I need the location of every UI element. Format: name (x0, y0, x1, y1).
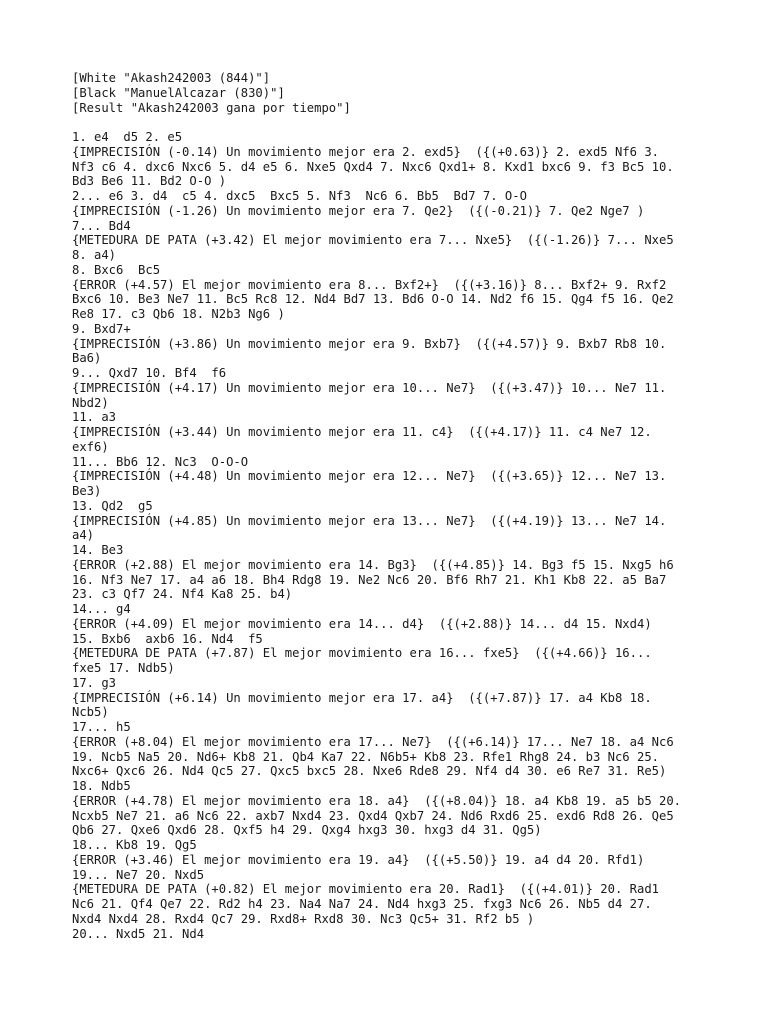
pgn-line: 18... Kb8 19. Qg5 (72, 838, 197, 852)
pgn-line: 8. Bxc6 Bc5 (72, 262, 161, 277)
pgn-line (72, 115, 712, 130)
pgn-line: {METEDURA DE PATA (+3.42) El mejor movimiento era 7... Nxe5} ({(-1.26)} 7... Nxe5 (72, 233, 674, 248)
pgn-line: Bd3 Be6 11. Bd2 O-O ) (72, 174, 227, 189)
pgn-line: 7... Bd4 (72, 218, 131, 233)
pgn-line: {IMPRECISIÓN (+3.44) Un movimiento mejor era 11. c4} ({(+4.17)} 11. c4 Ne7 12. (72, 425, 652, 439)
pgn-line: Nc6 21. Qf4 Qe7 22. Rd2 h4 23. Na4 Na7 24. Nd4 hxg3 25. fxg3 Nc6 26. Nb5 d4 27. (72, 897, 652, 911)
pgn-line: {ERROR (+4.57) El mejor movimiento era 8... Bxf2+} ({(+3.16)} 8... Bxf2+ 9. Rxf2 (72, 277, 667, 292)
pgn-line (72, 941, 712, 956)
pgn-line: [White "Akash242003 (844)"] (72, 71, 271, 85)
pgn-line: Ba6) (72, 351, 102, 366)
pgn-line: 14... g4 (72, 602, 131, 616)
pgn-line: {IMPRECISIÓN (+6.14) Un movimiento mejor era 17. a4} ({(+7.87)} 17. a4 Kb8 18. (72, 690, 652, 705)
pgn-line: {METEDURA DE PATA (+7.87) El mejor movimiento era 16... fxe5} ({(+4.66)} 16... (72, 646, 652, 661)
pgn-line: {IMPRECISIÓN (+3.86) Un movimiento mejor era 9. Bxb7} ({(+4.57)} 9. Bxb7 Rb8 10. (72, 336, 667, 351)
pgn-line: {ERROR (+3.46) El mejor movimiento era 19. a4} ({(+5.50)} 19. a4 d4 20. Rfd1) (72, 852, 645, 867)
pgn-line: Nxd4 Nxd4 28. Rxd4 Qc7 29. Rxd8+ Rxd8 30. Nc3 Qc5+ 31. Rf2 b5 ) (72, 911, 535, 926)
pgn-line: 11... Bb6 12. Nc3 O-O-O (72, 454, 249, 469)
pgn-line: {ERROR (+8.04) El mejor movimiento era 17... Ne7} ({(+6.14)} 17... Ne7 18. a4 Nc6 (72, 734, 674, 749)
pgn-line: Qb6 27. Qxe6 Qxd6 28. Qxf5 h4 29. Qxg4 hxg3 30. hxg3 d4 31. Qg5) (72, 823, 542, 838)
pgn-line: 9... Qxd7 10. Bf4 f6 (72, 366, 227, 380)
pgn-line: 20... Nxd5 21. Nd4 (72, 926, 205, 941)
pgn-line: {ERROR (+4.78) El mejor movimiento era 18. a4} ({(+8.04)} 18. a4 Kb8 19. a5 b5 20. (72, 793, 682, 808)
pgn-line: {IMPRECISIÓN (-1.26) Un movimiento mejor era 7. Qe2} ({(-0.21)} 7. Qe2 Nge7 ) (72, 203, 645, 218)
pgn-line: {ERROR (+4.09) El mejor movimiento era 14... d4} ({(+2.88)} 14... d4 15. Nxd4) (72, 616, 652, 631)
pgn-line: {IMPRECISIÓN (+4.17) Un movimiento mejor era 10... Ne7} ({(+3.47)} 10... Ne7 11. (72, 380, 667, 395)
pgn-line: 19. Ncb5 Na5 20. Nd6+ Kb8 21. Qb4 Ka7 22. N6b5+ Kb8 23. Rfe1 Rhg8 24. b3 Nc6 25. (72, 749, 659, 764)
pgn-line: 17... h5 (72, 720, 131, 734)
pgn-line: a4) (72, 528, 95, 543)
pgn-line: Be3) (72, 484, 102, 498)
pgn-line: [Result "Akash242003 gana por tiempo"] (72, 100, 351, 115)
pgn-line: 19... Ne7 20. Nxd5 (72, 867, 205, 882)
pgn-line: {ERROR (+2.88) El mejor movimiento era 14. Bg3} ({(+4.85)} 14. Bg3 f5 15. Nxg5 h6 (72, 557, 674, 572)
pgn-line: 17. g3 (72, 675, 117, 690)
pgn-line: Ncb5) (72, 705, 109, 720)
pgn-line: 11. a3 (72, 410, 117, 425)
pgn-line: Nxc6+ Qxc6 26. Nd4 Qc5 27. Qxc5 bxc5 28. Nxe6 Rde8 29. Nf4 d4 30. e6 Re7 31. Re5) (72, 764, 667, 779)
pgn-line: 23. c3 Qf7 24. Nf4 Ka8 25. b4) (72, 587, 293, 602)
pgn-line: 16. Nf3 Ne7 17. a4 a6 18. Bh4 Rdg8 19. Ne2 Nc6 20. Bf6 Rh7 21. Kh1 Kb8 22. a5 Ba7 (72, 572, 667, 587)
pgn-line: fxe5 17. Ndb5) (72, 661, 175, 675)
pgn-line: 14. Be3 (72, 543, 124, 557)
pgn-line: 15. Bxb6 axb6 16. Nd4 f5 (72, 631, 263, 646)
pgn-line: [Black "ManuelAlcazar (830)"] (72, 85, 285, 100)
pgn-line: Ncxb5 Ne7 21. a6 Nc6 22. axb7 Nxd4 23. Qxd4 Qxb7 24. Nd6 Rxd6 25. exd6 Rd8 26. Qe5 (72, 808, 674, 823)
pgn-line: 13. Qd2 g5 (72, 498, 153, 513)
pgn-line: Bxc6 10. Be3 Ne7 11. Bc5 Rc8 12. Nd4 Bd7 13. Bd6 O-O 14. Nd2 f6 15. Qg4 f5 16. Qe2 (72, 292, 674, 307)
pgn-line: {IMPRECISIÓN (+4.85) Un movimiento mejor era 13... Ne7} ({(+4.19)} 13... Ne7 14. (72, 513, 667, 528)
pgn-line: 9. Bxd7+ (72, 321, 131, 336)
pgn-line: Nbd2) (72, 395, 109, 410)
pgn-line: {IMPRECISIÓN (+4.48) Un movimiento mejor era 12... Ne7} ({(+3.65)} 12... Ne7 13. (72, 469, 667, 484)
pgn-line: {IMPRECISIÓN (-0.14) Un movimiento mejor era 2. exd5} ({(+0.63)} 2. exd5 Nf6 3. (72, 144, 659, 159)
pgn-text-block (72, 71, 712, 956)
pgn-line: {METEDURA DE PATA (+0.82) El mejor movimiento era 20. Rad1} ({(+4.01)} 20. Rad1 (72, 882, 659, 897)
pgn-line: 2... e6 3. d4 c5 4. dxc5 Bxc5 5. Nf3 Nc6 6. Bb5 Bd7 7. O-O (72, 189, 527, 203)
pgn-line: 8. a4) (72, 248, 117, 262)
pgn-line: 18. Ndb5 (72, 779, 131, 793)
pgn-line: Nf3 c6 4. dxc6 Nxc6 5. d4 e5 6. Nxe5 Qxd4 7. Nxc6 Qxd1+ 8. Kxd1 bxc6 9. f3 Bc5 10. (72, 159, 674, 174)
pgn-line: 1. e4 d5 2. e5 (72, 130, 183, 144)
pgn-line: Re8 17. c3 Qb6 18. N2b3 Ng6 ) (72, 307, 285, 321)
pgn-line: exf6) (72, 439, 109, 454)
